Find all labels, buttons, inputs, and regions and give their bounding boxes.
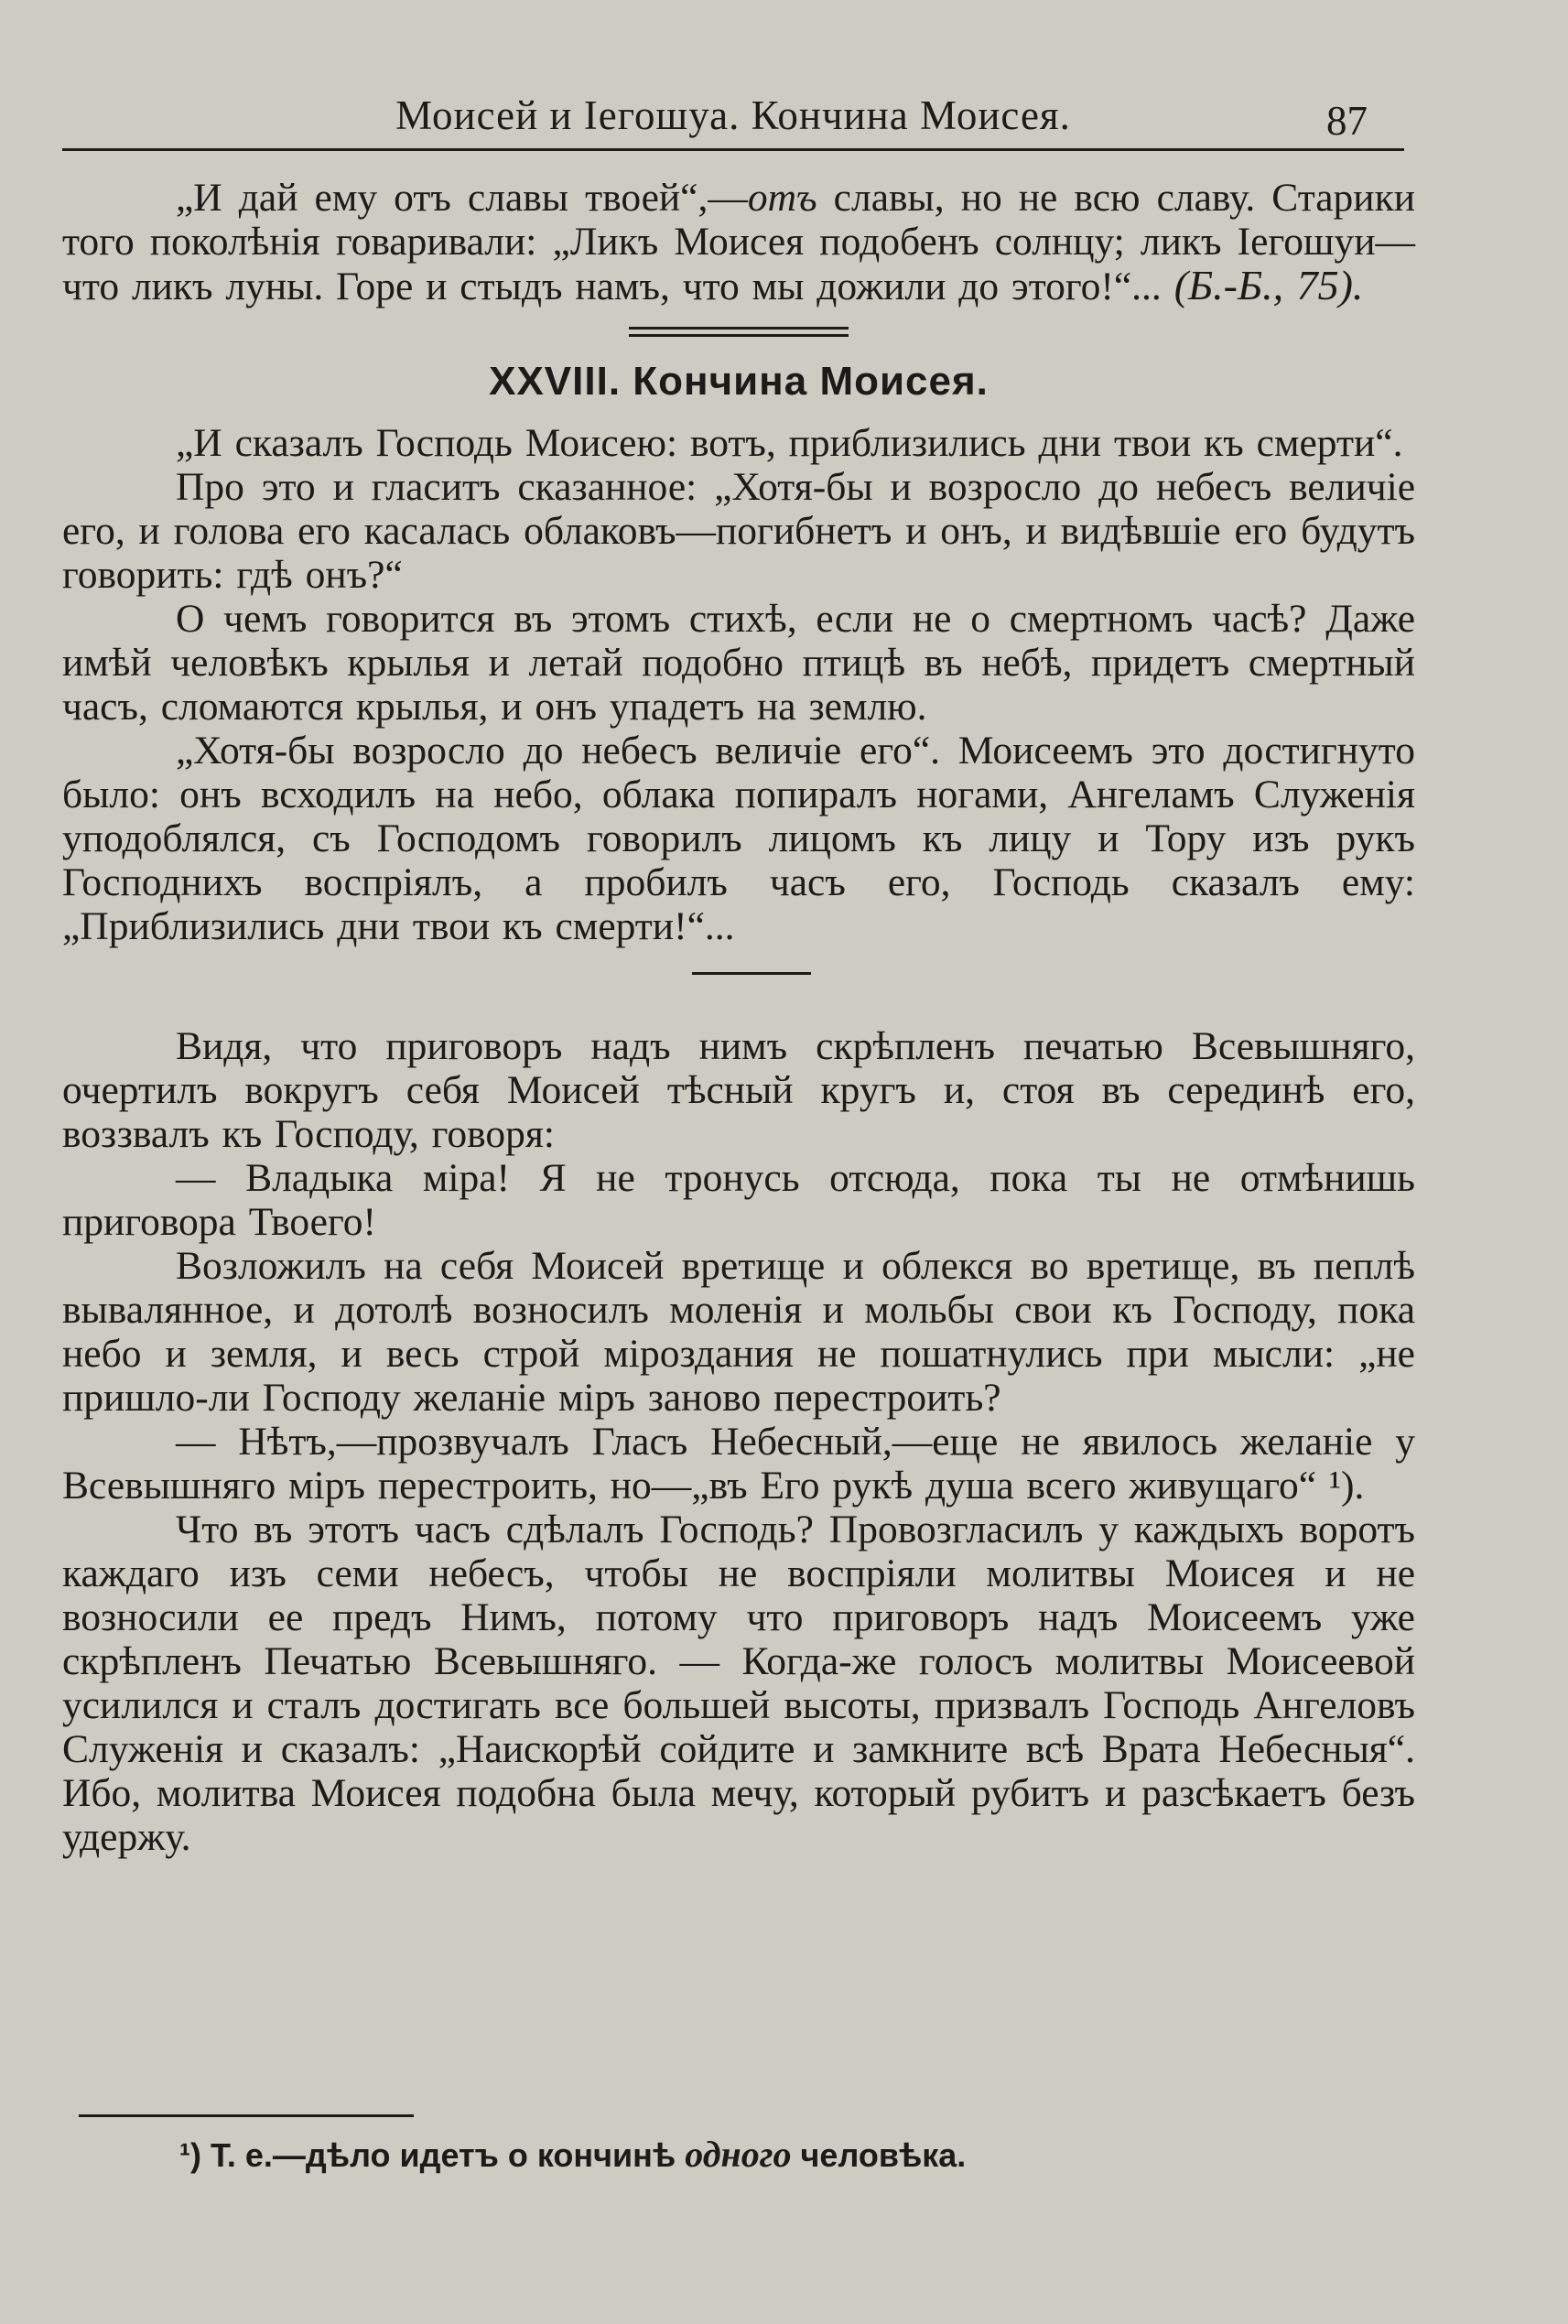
paragraph: Возложилъ на себя Моисей вретище и облекся во вретище, въ пеплѣ вывалянное, и дотолѣ возносилъ моленія и мольбы свои къ Господу, пока небо и земля, и весь строй міроздания не пошатнулись при мысли: „не пришло-ли Господу желаніе міръ заново перестроить? [62, 1244, 1415, 1420]
paragraph: „Хотя-бы возросло до небесъ величіе его“. Моисеемъ это достигнуто было: онъ всходилъ на небо, облака попиралъ ногами, Ангеламъ Служенія уподоблялся, съ Господомъ говорилъ лицомъ къ лицу и Тору изъ рукъ Господнихъ воспріялъ, а пробилъ часъ его, Господь сказалъ ему: „Приблизились дни твои къ смерти!“... [62, 729, 1415, 948]
paragraph: Видя, что приговоръ надъ нимъ скрѣпленъ печатью Всевышняго, очертилъ вокругъ себя Моисей тѣсный кругъ и, стоя въ серединѣ его, воззвалъ къ Господу, говоря: [62, 1024, 1415, 1156]
citation: (Б.-Б., 75). [1173, 262, 1364, 308]
footnote [179, 2133, 966, 2176]
paragraph: Что въ этотъ часъ сдѣлалъ Господь? Провозгласилъ у каждыхъ воротъ каждаго изъ семи небесъ, чтобы не воспріяли молитвы Моисея и не возносили ее предъ Нимъ, потому что приговоръ надъ Моисеемъ уже скрѣпленъ Печатью Всевышняго. — Когда-же голосъ молитвы Моисеевой усилился и сталъ достигать все большей высоты, призвалъ Господь Ангеловъ Служенія и сказалъ: „Наискорѣй сойдите и замкните всѣ Врата Небесныя“. Ибо, молитва Моисея подобна была мечу, который рубитъ и разсѣкаетъ безъ удержу. [62, 1508, 1415, 1859]
section-divider [629, 327, 849, 337]
break-rule [692, 972, 811, 975]
page-header [62, 84, 1404, 151]
paragraph: „И сказалъ Господь Моисею: вотъ, приблизились дни твои къ смерти“. [176, 421, 1403, 465]
paragraph: — Нѣтъ,—прозвучалъ Гласъ Небесный,—еще не явилось желаніе у Всевышняго міръ перестроить, но—„въ Его рукѣ душа всего живущаго“ ¹). [62, 1420, 1415, 1508]
intro-italic: отъ [747, 176, 817, 220]
page-content [62, 176, 1415, 1859]
page-number: 87 [1326, 98, 1368, 144]
footnote-text: ¹) Т. е.—дѣло идетъ о кончинѣ [179, 2136, 686, 2174]
paragraph: — Владыка міра! Я не тронусь отсюда, пока ты не отмѣнишь приговора Твоего! [62, 1156, 1415, 1244]
intro-text-cont: славы, но не всю славу. Старики того поколѣнія говаривали: „Ликъ Моисея подобенъ солнцу; ликъ Іегошуи—что ликъ луны. Горе и стыдъ намъ, что мы дожили до этого!“... [62, 176, 1415, 308]
section-heading: XXVIII. Кончина Моисея. [489, 359, 989, 404]
footnote-text-cont: человѣка. [791, 2136, 967, 2174]
paragraph: О чемъ говорится въ этомъ стихѣ, если не о смертномъ часѣ? Даже имѣй человѣкъ крылья и летай подобно птицѣ въ небѣ, придетъ смертный часъ, сломаются крылья, и онъ упадетъ на землю. [62, 597, 1415, 729]
footnote-italic: одного [685, 2134, 792, 2175]
running-title: Моисей и Іегошуа. Кончина Моисея. [395, 92, 1071, 138]
footnote-rule [79, 2114, 414, 2117]
paragraph: Про это и гласитъ сказанное: „Хотя-бы и возросло до небесъ величіе его, и голова его касалась облаковъ—погибнетъ и онъ, и видѣвшіе его будутъ говорить: гдѣ онъ?“ [62, 465, 1415, 597]
intro-paragraph [62, 176, 1415, 308]
intro-text: „И дай ему отъ славы твоей“,— [176, 176, 748, 220]
